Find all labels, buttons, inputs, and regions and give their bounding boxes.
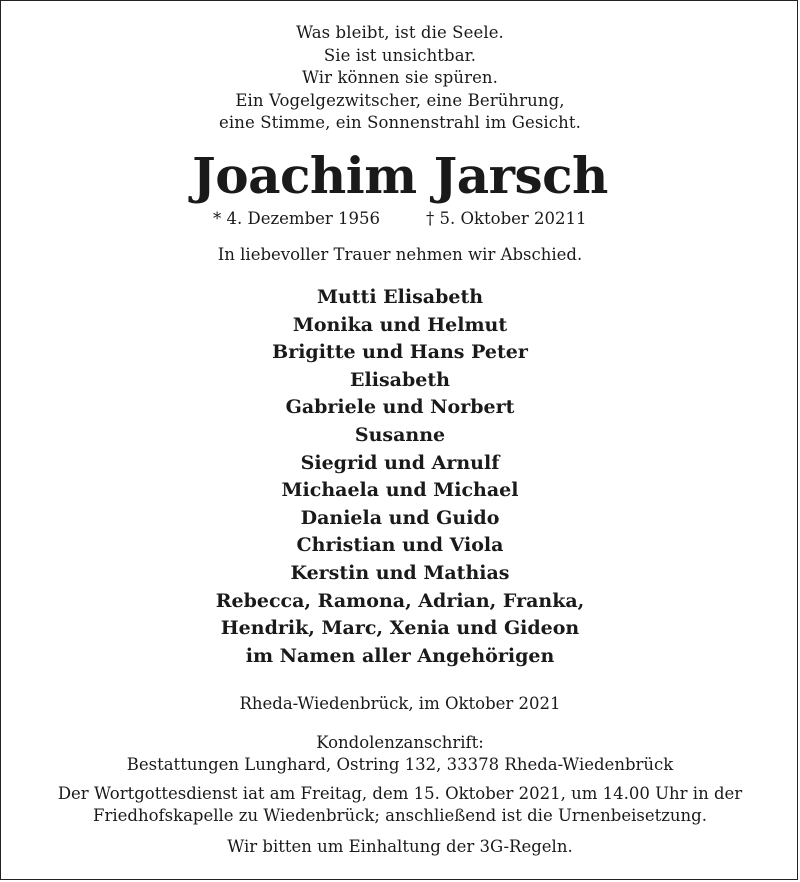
- service-info: [0, 783, 800, 827]
- family-line: Susanne: [354, 423, 446, 446]
- family-line: Monika und Helmut: [292, 313, 508, 336]
- service-line: Der Wortgottesdienst iat am Freitag, dem 15. Oktober 2021, um 14.00 Uhr in der: [57, 784, 743, 803]
- family-line: Christian und Viola: [296, 534, 504, 557]
- poem-line: Was bleibt, ist die Seele.: [296, 23, 504, 42]
- deceased-name: Joachim Jarsch: [192, 146, 608, 205]
- family-line: Siegrid und Arnulf: [300, 451, 500, 474]
- death-date: † 5. Oktober 20211: [426, 209, 587, 228]
- place-date: Rheda-Wiedenbrück, im Oktober 2021: [239, 694, 561, 713]
- family-list: [0, 284, 800, 670]
- family-line: Brigitte und Hans Peter: [272, 341, 528, 364]
- condolence-address: [0, 732, 800, 776]
- family-line: Gabriele und Norbert: [285, 396, 515, 419]
- condolence-address-line: Bestattungen Lunghard, Ostring 132, 33378 Rheda-Wiedenbrück: [126, 755, 674, 774]
- poem-line: Ein Vogelgezwitscher, eine Berührung,: [235, 90, 565, 110]
- poem-line: eine Stimme, ein Sonnenstrahl im Gesicht.: [219, 113, 581, 132]
- family-line: im Namen aller Angehörigen: [245, 644, 555, 667]
- family-line: Daniela und Guido: [300, 506, 500, 529]
- family-line: Hendrik, Marc, Xenia und Gideon: [220, 617, 580, 640]
- farewell-intro: In liebevoller Trauer nehmen wir Abschied.: [217, 245, 583, 264]
- condolence-label: Kondolenzanschrift:: [316, 733, 484, 752]
- family-line: Elisabeth: [350, 368, 450, 391]
- service-line: Friedhofskapelle zu Wiedenbrück; anschließend ist die Urnenbeisetzung.: [93, 806, 707, 825]
- family-line: Rebecca, Ramona, Adrian, Franka,: [215, 589, 585, 612]
- rules-note: Wir bitten um Einhaltung der 3G-Regeln.: [227, 837, 573, 856]
- family-line: Michaela und Michael: [281, 479, 519, 502]
- poem-line: Wir können sie spüren.: [301, 68, 499, 87]
- birth-date: * 4. Dezember 1956: [213, 209, 381, 228]
- poem: [0, 22, 800, 135]
- family-line: Mutti Elisabeth: [316, 286, 484, 308]
- poem-line: Sie ist unsichtbar.: [323, 45, 477, 65]
- family-line: Kerstin und Mathias: [290, 561, 510, 584]
